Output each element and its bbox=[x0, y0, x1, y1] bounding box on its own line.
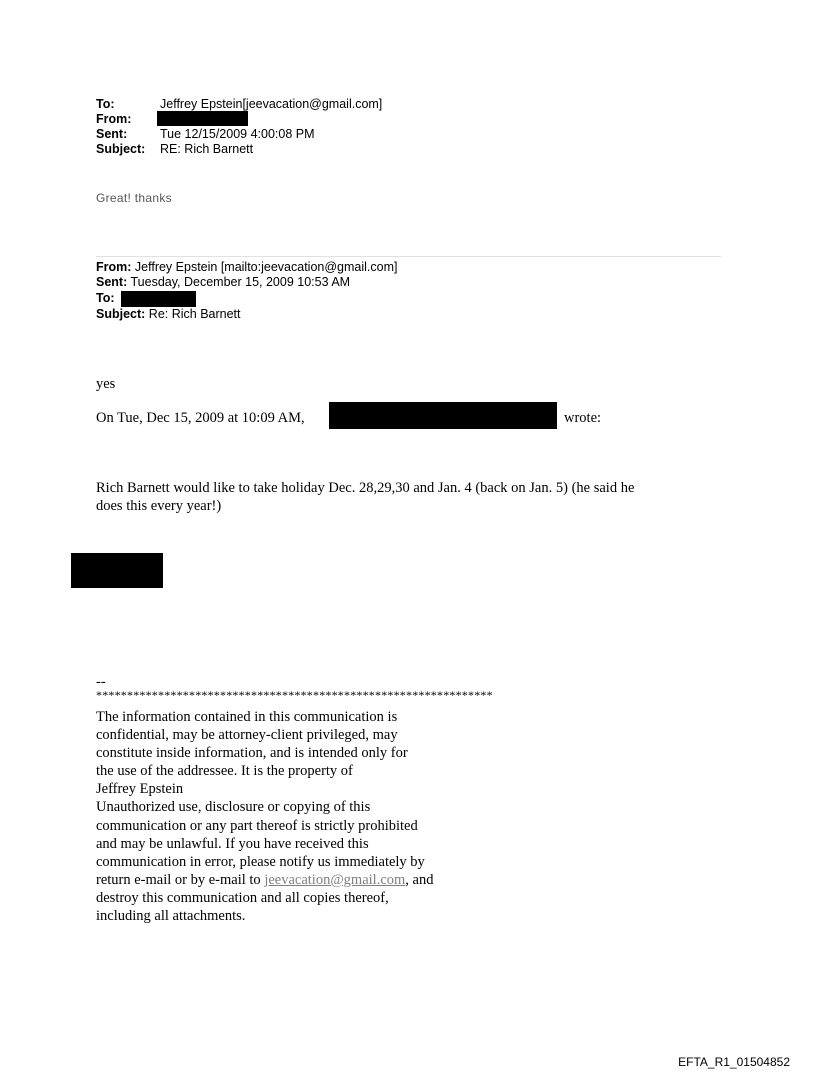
document-id: EFTA_R1_01504852 bbox=[678, 1055, 790, 1069]
quoted-subject-row bbox=[96, 307, 241, 321]
quoted-from-label: From: bbox=[96, 260, 132, 274]
message-line-2: does this every year!) bbox=[96, 498, 222, 514]
disclaimer-line: and may be unlawful. If you have received this bbox=[96, 835, 369, 852]
to-label: To: bbox=[96, 97, 115, 111]
quoted-to-label: To: bbox=[96, 291, 115, 305]
sent-value: Tue 12/15/2009 4:00:08 PM bbox=[160, 127, 315, 141]
quoted-from-row bbox=[96, 260, 397, 274]
disclaimer bbox=[96, 708, 496, 925]
body-wrote: wrote: bbox=[564, 410, 602, 426]
disclaimer-link-suffix: , and bbox=[405, 871, 434, 888]
quoted-subject-value: Re: Rich Barnett bbox=[145, 307, 241, 321]
disclaimer-line: Unauthorized use, disclosure or copying of this bbox=[96, 799, 371, 816]
email-link[interactable]: jeevacation@gmail.com bbox=[264, 871, 406, 888]
quoted-subject-label: Subject: bbox=[96, 307, 146, 321]
disclaimer-line: constitute inside information, and is intended only for bbox=[96, 745, 408, 762]
disclaimer-line: communication in error, please notify us immediately by bbox=[96, 853, 425, 870]
reply-text: Great! thanks bbox=[96, 191, 172, 205]
body-yes: yes bbox=[96, 376, 116, 392]
signature-dashes: -- bbox=[96, 674, 106, 690]
body-on-prefix: On Tue, Dec 15, 2009 at 10:09 AM, bbox=[96, 410, 305, 426]
message-line-1: Rich Barnett would like to take holiday Dec. 28,29,30 and Jan. 4 (back on Jan. 5) (he said he bbox=[96, 480, 635, 496]
quoted-sent-value: Tuesday, December 15, 2009 10:53 AM bbox=[127, 275, 351, 289]
signature-stars: **************************************************************** bbox=[96, 688, 493, 702]
subject-label: Subject: bbox=[96, 142, 146, 156]
disclaimer-line-with-link bbox=[96, 871, 496, 889]
redaction-box bbox=[71, 553, 163, 588]
quoted-to-row bbox=[96, 291, 115, 305]
disclaimer-line: communication or any part thereof is strictly prohibited bbox=[96, 817, 418, 834]
disclaimer-line: including all attachments. bbox=[96, 908, 246, 925]
divider bbox=[96, 256, 721, 257]
redaction-box bbox=[329, 402, 557, 429]
disclaimer-line: Jeffrey Epstein bbox=[96, 781, 184, 798]
disclaimer-line: destroy this communication and all copies thereof, bbox=[96, 889, 389, 906]
disclaimer-line: confidential, may be attorney-client privileged, may bbox=[96, 727, 398, 744]
from-label: From: bbox=[96, 112, 132, 126]
quoted-sent-label: Sent: bbox=[96, 275, 128, 289]
to-value: Jeffrey Epstein[jeevacation@gmail.com] bbox=[160, 97, 383, 111]
quoted-from-value: Jeffrey Epstein [mailto:jeevacation@gmail.com] bbox=[131, 260, 398, 274]
subject-value: RE: Rich Barnett bbox=[160, 142, 254, 156]
disclaimer-line: The information contained in this communication is bbox=[96, 709, 398, 725]
disclaimer-line: the use of the addressee. It is the property of bbox=[96, 763, 353, 780]
redaction-box bbox=[121, 291, 196, 307]
redaction-box bbox=[157, 111, 248, 126]
sent-label: Sent: bbox=[96, 127, 128, 141]
disclaimer-link-prefix: return e-mail or by e-mail to bbox=[96, 871, 265, 888]
quoted-sent-row bbox=[96, 275, 350, 289]
